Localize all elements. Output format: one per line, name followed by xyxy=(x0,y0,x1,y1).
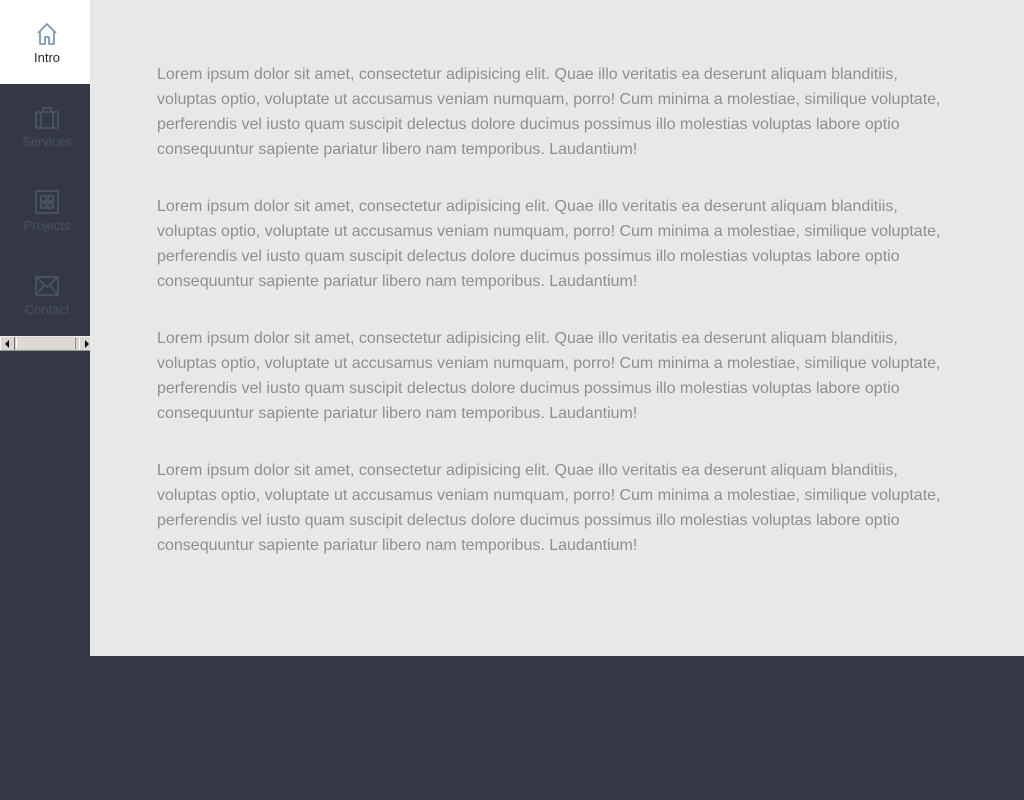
briefcase-icon xyxy=(34,105,60,131)
grid-icon xyxy=(34,189,60,215)
main-content-panel xyxy=(90,0,1024,656)
scroll-left-arrow-icon[interactable] xyxy=(0,337,15,350)
sidebar-item-projects[interactable] xyxy=(0,168,94,252)
intro-section xyxy=(157,62,957,590)
sidebar-item-label: Contact xyxy=(24,302,70,317)
sidebar-item-intro[interactable] xyxy=(0,0,94,84)
paragraph: Lorem ipsum dolor sit amet, consectetur adipisicing elit. Quae illo veritatis ea deserunt aliquam blanditiis, voluptas optio, voluptate ut accusamus veniam numquam, porro! Cum minima a molestiae, similique voluptate, perferendis vel iusto quam suscipit delectus dolore ducimus possimus illo molestias voluptas labore optio consequuntur sapiente pariatur libero nam temporibus. Laudantium! xyxy=(157,198,941,290)
sidebar-item-label: Intro xyxy=(33,50,60,65)
paragraph: Lorem ipsum dolor sit amet, consectetur adipisicing elit. Quae illo veritatis ea deserunt aliquam blanditiis, voluptas optio, voluptate ut accusamus veniam numquam, porro! Cum minima a molestiae, similique voluptate, perferendis vel iusto quam suscipit delectus dolore ducimus possimus illo molestias voluptas labore optio consequuntur sapiente pariatur libero nam temporibus. Laudantium! xyxy=(157,66,941,158)
sidebar-item-services[interactable] xyxy=(0,84,94,168)
sidebar-item-label: Projects xyxy=(23,218,71,233)
sidebar-item-label: Services xyxy=(22,134,72,149)
sidebar-nav xyxy=(0,0,94,336)
sidebar xyxy=(0,0,90,800)
paragraph: Lorem ipsum dolor sit amet, consectetur adipisicing elit. Quae illo veritatis ea deserunt aliquam blanditiis, voluptas optio, voluptate ut accusamus veniam numquam, porro! Cum minima a molestiae, similique voluptate, perferendis vel iusto quam suscipit delectus dolore ducimus possimus illo molestias voluptas labore optio consequuntur sapiente pariatur libero nam temporibus. Laudantium! xyxy=(157,330,941,422)
envelope-icon xyxy=(34,273,60,299)
sidebar-horizontal-scrollbar[interactable] xyxy=(0,336,94,351)
home-icon xyxy=(34,21,60,47)
paragraph: Lorem ipsum dolor sit amet, consectetur adipisicing elit. Quae illo veritatis ea deserunt aliquam blanditiis, voluptas optio, voluptate ut accusamus veniam numquam, porro! Cum minima a molestiae, similique voluptate, perferendis vel iusto quam suscipit delectus dolore ducimus possimus illo molestias voluptas labore optio consequuntur sapiente pariatur libero nam temporibus. Laudantium! xyxy=(157,462,941,554)
scrollbar-thumb[interactable] xyxy=(16,338,76,349)
sidebar-item-contact[interactable] xyxy=(0,252,94,336)
